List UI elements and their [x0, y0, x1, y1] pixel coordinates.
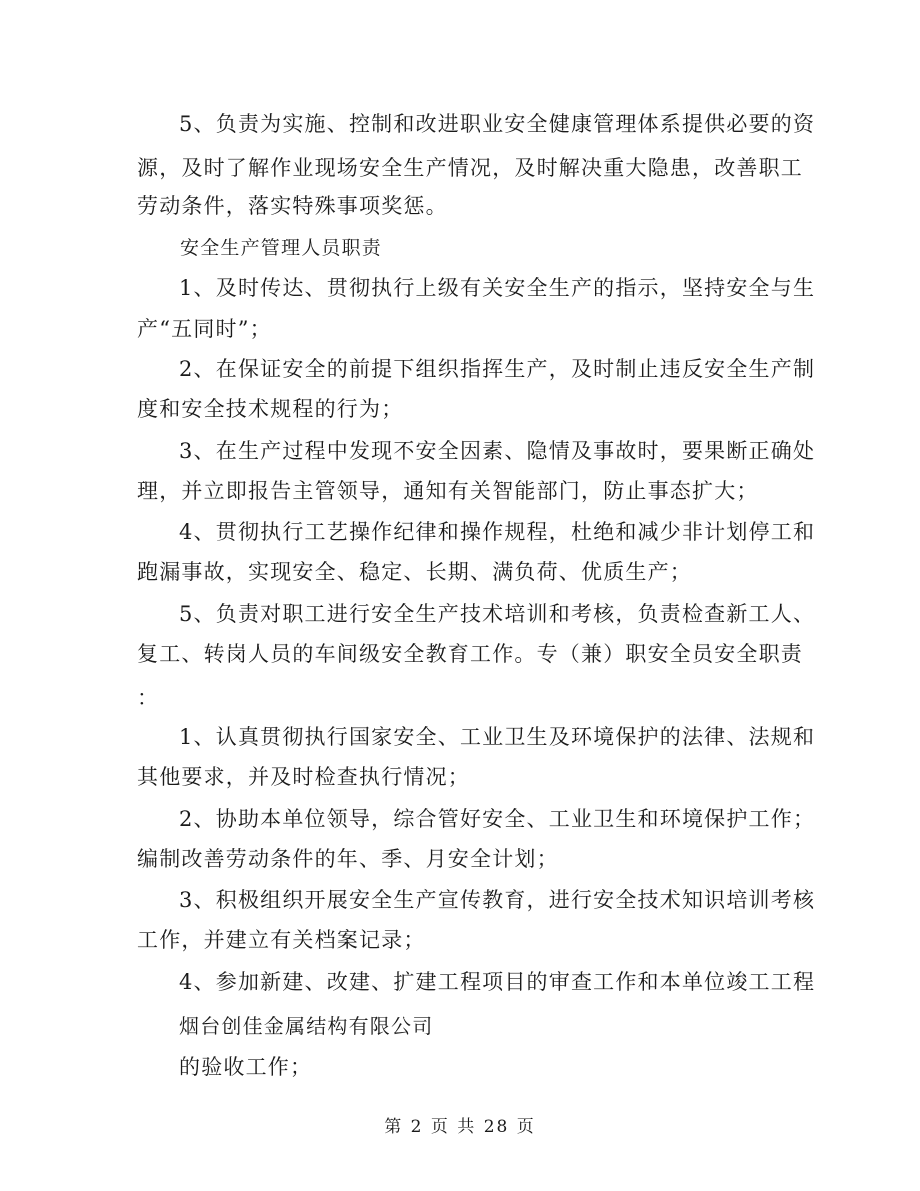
section-heading: 安全生产管理人员职责: [180, 237, 383, 259]
text-line: 4、贯彻执行工艺操作纪律和操作规程，杜绝和减少非计划停工和: [179, 520, 816, 544]
text-line: 编制改善劳动条件的年、季、月安全计划；: [137, 847, 559, 871]
text-line: 2、在保证安全的前提下组织指挥生产，及时制止违反安全生产制: [179, 357, 816, 381]
text-line: 跑漏事故，实现安全、稳定、长期、满负荷、优质生产；: [137, 560, 692, 584]
text-line: 3、在生产过程中发现不安全因素、隐情及事故时，要果断正确处: [179, 439, 816, 463]
text-line: 理，并立即报告主管领导，通知有关智能部门，防止事态扩大；: [137, 479, 759, 503]
text-line: 源，及时了解作业现场安全生产情况，及时解决重大隐患，改善职工: [137, 156, 803, 180]
text-line: ：: [137, 686, 160, 710]
text-line: 4、参加新建、改建、扩建工程项目的审查工作和本单位竣工工程: [179, 970, 816, 994]
text-line: 复工、转岗人员的车间级安全教育工作。专（兼）职安全员安全职责: [137, 642, 803, 666]
text-line: 1、认真贯彻执行国家安全、工业卫生及环境保护的法律、法规和: [179, 725, 816, 749]
text-line: 度和安全技术规程的行为；: [137, 397, 404, 421]
text-line: 的验收工作；: [179, 1055, 313, 1079]
text-line: 3、积极组织开展安全生产宣传教育，进行安全技术知识培训考核: [179, 888, 816, 912]
text-line: 劳动条件，落实特殊事项奖惩。: [137, 194, 448, 218]
text-line: 产“五同时”；: [137, 317, 272, 341]
page-footer: 第 2 页 共 28 页: [384, 1117, 536, 1137]
text-line: 1、及时传达、贯彻执行上级有关安全生产的指示，坚持安全与生: [179, 276, 816, 300]
text-line: 工作，并建立有关档案记录；: [137, 928, 426, 952]
text-line: 5、负责为实施、控制和改进职业安全健康管理体系提供必要的资: [179, 112, 816, 136]
text-line: 其他要求，并及时检查执行情况；: [137, 765, 470, 789]
text-line: 5、负责对职工进行安全生产技术培训和考核，负责检查新工人、: [179, 602, 816, 626]
text-line: 2、协助本单位领导，综合管好安全、工业卫生和环境保护工作；: [179, 807, 816, 831]
company-name: 烟台创佳金属结构有限公司: [179, 1014, 434, 1038]
